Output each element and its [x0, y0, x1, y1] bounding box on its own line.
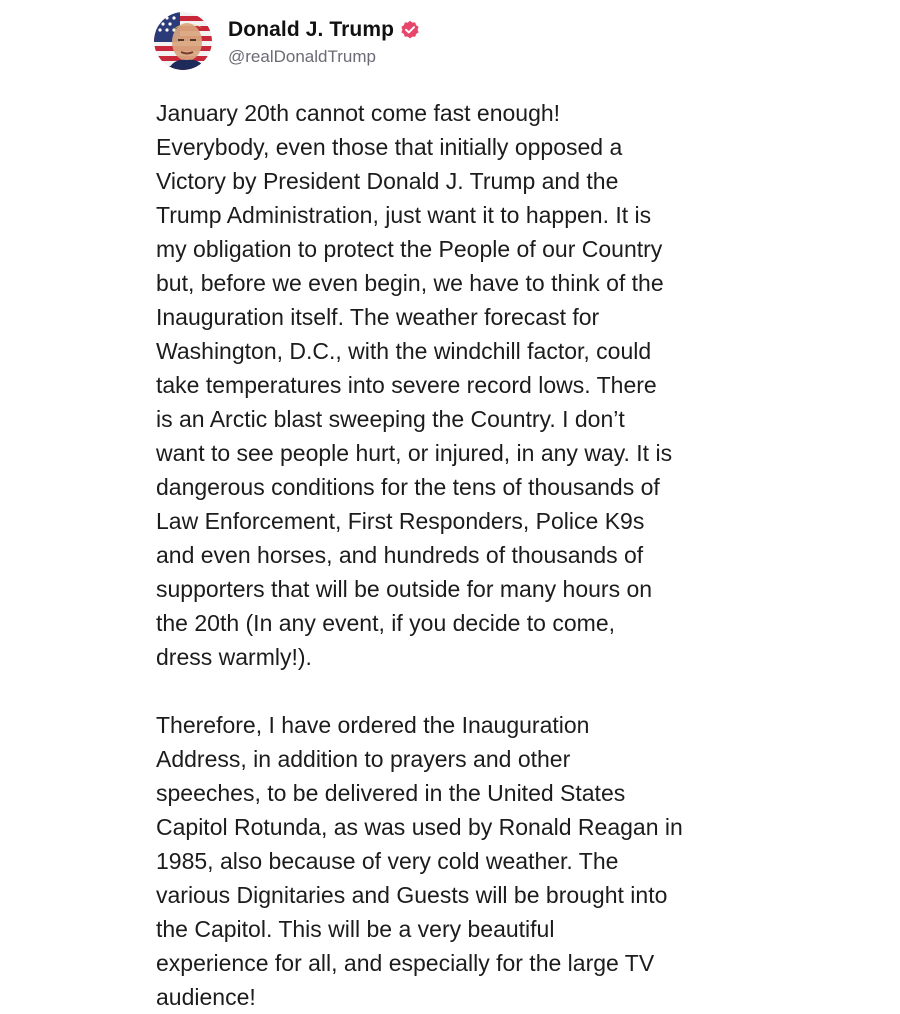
author-identity [228, 15, 420, 67]
post-paragraph-1: January 20th cannot come fast enough! Everybody, even those that initially opposed a Victory by President Donald J. Trump and the Trump Administration, just want it to happen. It is my obligation to protect the People of our Country but, before we even begin, we have to think of the Inauguration itself. The weather forecast for Washington, D.C., with the windchill factor, could take temperatures into severe record lows. There is an Arctic blast sweeping the Country. I don’t want to see people hurt, or injured, in any way. It is dangerous conditions for the tens of thousands of Law Enforcement, First Responders, Police K9s and even horses, and hundreds of thousands of supporters that will be outside for many hours on the 20th (In any event, if you decide to come, dress warmly!). [156, 100, 673, 670]
avatar-image [154, 12, 212, 70]
post-body [156, 96, 796, 1014]
verified-badge-icon [400, 20, 420, 40]
author-handle[interactable]: @realDonaldTrump [228, 47, 376, 66]
avatar[interactable] [154, 12, 212, 70]
author-display-name[interactable]: Donald J. Trump [228, 18, 395, 41]
post-header [154, 12, 420, 70]
post-paragraph-2: Therefore, I have ordered the Inauguration Address, in addition to prayers and other speeches, to be delivered in the United States Capitol Rotunda, as was used by Ronald Reagan in 1985, also because of very cold weather. The various Dignitaries and Guests will be brought into the Capitol. This will be a very beautiful experience for all, and especially for the large TV audience! [156, 712, 683, 1010]
name-row [228, 15, 420, 45]
